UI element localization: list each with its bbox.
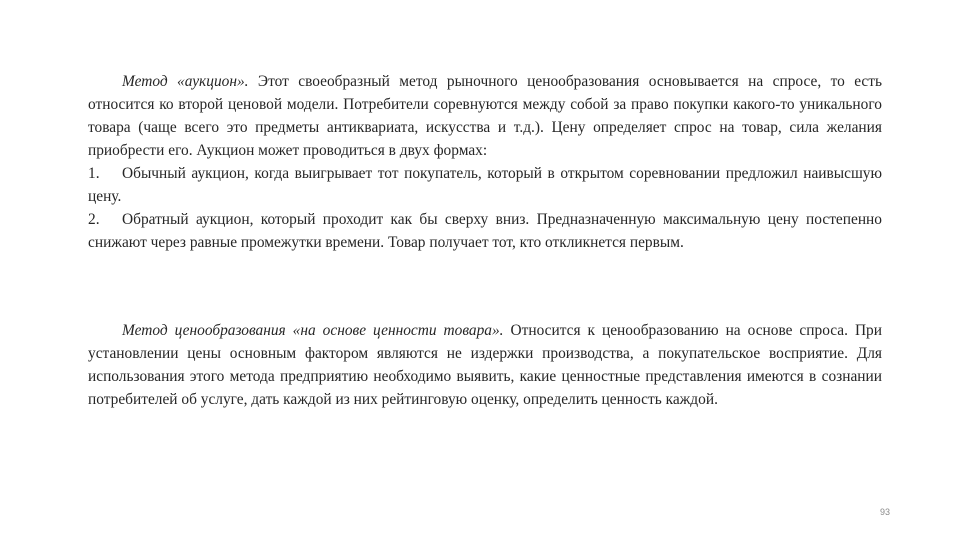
page-number: 93	[879, 507, 890, 517]
list-item-text: Обратный аукцион, который проходит как бы сверху вниз. Предназначенную максимальную цену постепенно снижают через равные промежутки времени. Товар получает тот, кто откликнется первым.	[88, 211, 882, 251]
auction-intro-paragraph	[88, 70, 882, 162]
auction-intro-text: Этот своеобразный метод рыночного ценообразования основывается на спросе, то есть относится ко второй ценовой модели. Потребители соревнуются между собой за право покупки какого-то уникального товара (чаще всего это предметы антиквариата, искусства и т.д.). Цену определяет спрос на товар, сила желания приобрести его. Аукцион может проводиться в двух формах:	[88, 73, 882, 159]
list-item-text: Обычный аукцион, когда выигрывает тот покупатель, который в открытом соревновании предложил наивысшую цену.	[88, 165, 882, 205]
list-item	[88, 162, 882, 208]
auction-method-section	[88, 70, 882, 254]
value-pricing-section	[88, 319, 882, 411]
value-pricing-text: Относится к ценообразованию на основе спроса. При установлении цены основным фактором являются не издержки производства, а покупательское восприятие. Для использования этого метода предприятию необходимо выявить, какие ценностные представления имеются в сознании потребителей об услуге, дать каждой из них рейтинговую оценку, определить ценность каждой.	[88, 322, 882, 408]
auction-method-title: Метод «аукцион».	[122, 73, 249, 90]
list-item	[88, 208, 882, 254]
value-pricing-title: Метод ценообразования «на основе ценности товара».	[122, 322, 504, 339]
value-pricing-paragraph	[88, 319, 882, 411]
list-item-number: 2.	[88, 211, 100, 228]
list-item-number: 1.	[88, 165, 100, 182]
